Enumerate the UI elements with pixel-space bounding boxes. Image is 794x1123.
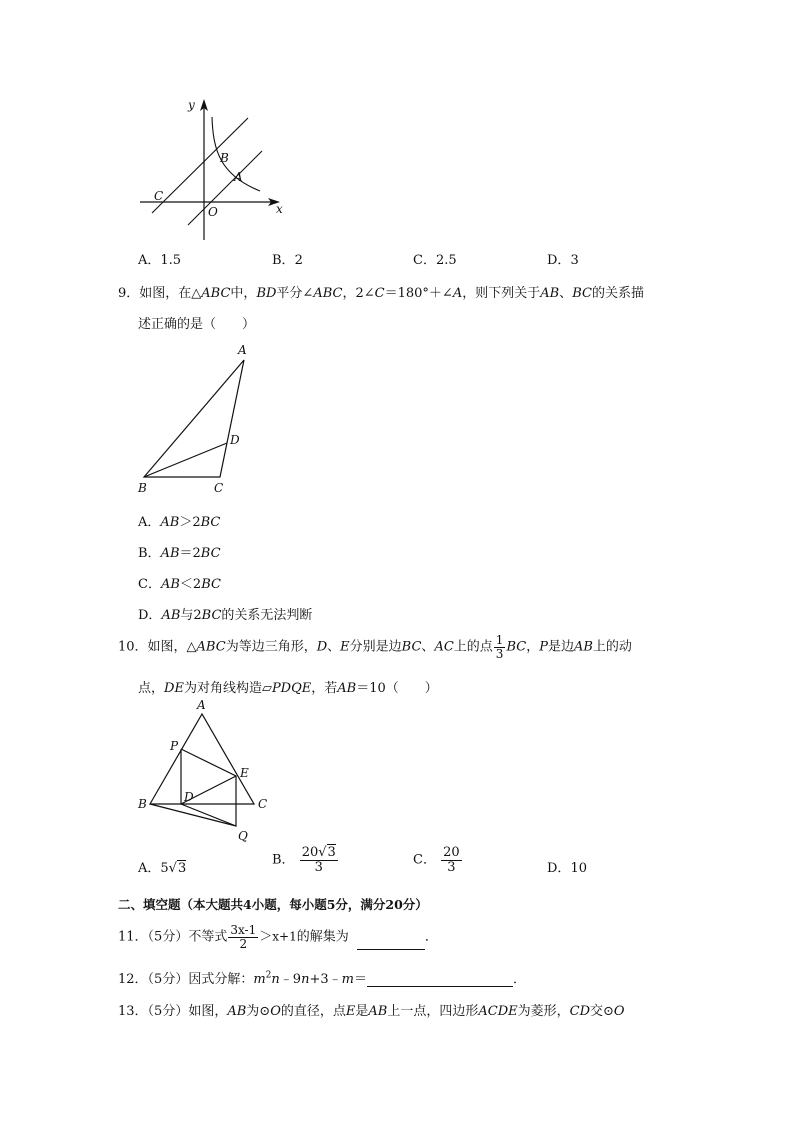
q9-option-var: AB <box>161 608 181 623</box>
q12-var: m <box>253 972 266 987</box>
q10-text: 点， <box>138 681 165 696</box>
q9-option-var: AB <box>160 577 180 592</box>
q8-option-c-key: C． <box>413 253 436 268</box>
q10-option-b-num-radicand: 3 <box>327 845 336 860</box>
q9-var: AB <box>540 286 560 301</box>
q12-end: ． <box>512 972 526 987</box>
q10-text: 上的点 <box>453 639 493 655</box>
q9-option-op: ＜2 <box>179 577 202 592</box>
q11-text: 不等式 <box>188 929 228 945</box>
q10-label-b: B <box>138 797 147 811</box>
q10-label-e: E <box>240 766 249 780</box>
q10-stem-line2 <box>138 677 438 696</box>
q10-label-p: P <box>170 739 179 753</box>
q10-var: BC <box>506 639 527 655</box>
q10-fraction <box>494 634 506 660</box>
q12-points: （5分） <box>147 972 189 987</box>
q8-option-c-value: 2.5 <box>435 253 457 268</box>
q8-option-a <box>138 249 181 268</box>
q10-option-d-value: 10 <box>570 861 587 876</box>
q9-text: ，则下列关于 <box>462 286 541 301</box>
q9-option-key: A． <box>138 515 161 530</box>
q10-text: ， <box>526 639 540 655</box>
q9-var: C <box>374 286 385 301</box>
q9-label-a: A <box>238 343 247 357</box>
q9-label-d: D <box>230 433 240 447</box>
q10-text: ，若 <box>311 681 338 696</box>
q13-text: 如图， <box>188 1004 228 1019</box>
q13-line <box>118 1000 625 1019</box>
q10-option-a: A．5√3 <box>138 861 187 876</box>
q10-number: 10． <box>118 639 148 655</box>
q9-option-op: ＞2 <box>179 515 201 530</box>
q10-option-b <box>272 846 339 874</box>
q9-option-key: D． <box>138 608 162 623</box>
q11-line <box>118 924 438 950</box>
q10-var: D <box>316 639 328 655</box>
q8-option-a-key: A． <box>138 253 161 268</box>
section2-title: 二、填空题（本大题共4小题，每小题5分，满分20分） <box>118 897 428 912</box>
q8-label-o: O <box>208 205 218 219</box>
q11-fraction-num: 3x-1 <box>230 923 257 937</box>
q9-option-op: ＝2 <box>179 546 201 561</box>
q11-text: 的解集为 <box>296 929 349 945</box>
q12-text: 因式分解： <box>188 972 254 987</box>
q9-option-key: B． <box>138 546 161 561</box>
q10-option-b-num-coef: 20 <box>301 845 319 860</box>
q10-text: 、 <box>421 639 435 655</box>
q12-text: ﹣9 <box>279 972 302 987</box>
q10-option-d <box>547 857 587 876</box>
q13-text: 上一点，四边形 <box>387 1004 479 1019</box>
q9-option-var: BC <box>200 546 221 561</box>
q9-option-var: BC <box>201 608 222 623</box>
q10-option-b-numerator: 20√3 <box>301 845 336 860</box>
q9-option-var: AB <box>160 546 180 561</box>
q10-option-a-key: A． <box>138 861 161 876</box>
q10-segment-bq <box>150 804 236 826</box>
q10-var: E <box>340 639 350 655</box>
q9-text: 、 <box>559 286 573 301</box>
q9-text: ＝180°＋∠ <box>384 286 453 301</box>
q12-number: 12． <box>118 972 148 987</box>
q8-label-b: B <box>220 151 229 165</box>
q9-var: BC <box>572 286 592 301</box>
q13-var: AB <box>227 1004 247 1019</box>
q9-option-d <box>138 604 312 623</box>
q10-var: ABC <box>196 639 226 655</box>
q12-line <box>118 968 526 987</box>
q11-end: ． <box>424 929 438 945</box>
q10-text: 为对角线构造▱ <box>183 681 272 696</box>
q9-option-var: BC <box>201 577 221 592</box>
q9-number: 9． <box>118 286 140 301</box>
q13-text: 是 <box>355 1004 369 1019</box>
q10-text: 分别是边 <box>349 639 402 655</box>
q12-var: n <box>271 972 280 987</box>
q9-triangle-abc <box>144 360 244 477</box>
q10-text: 如图，△ <box>147 639 197 655</box>
q8-option-b <box>272 249 303 268</box>
q10-stem-line1 <box>118 634 632 660</box>
q11-op: ＞ <box>259 929 273 945</box>
q8-option-b-value: 2 <box>294 253 303 268</box>
q9-option-op: 与2 <box>180 608 202 623</box>
q13-number: 13． <box>118 1004 148 1019</box>
q9-triangle-figure <box>130 340 280 500</box>
q8-option-a-value: 1.5 <box>160 253 182 268</box>
q13-var: CD <box>569 1004 591 1019</box>
q8-label-a: A <box>234 170 243 184</box>
q9-segment-bd <box>144 443 227 477</box>
q9-option-text: 的关系无法判断 <box>221 608 313 623</box>
q9-text: 中， <box>230 286 257 301</box>
q11-number: 11． <box>118 929 148 945</box>
q11-answer-blank[interactable] <box>357 935 425 950</box>
q9-text: 平分∠ <box>276 286 314 301</box>
q12-var: n <box>301 972 310 987</box>
q12-var: m <box>341 972 354 987</box>
q9-text: ，2∠ <box>342 286 375 301</box>
q9-text: 如图，在△ <box>139 286 202 301</box>
q11-fraction <box>228 924 258 950</box>
q10-text: 是边 <box>547 639 574 655</box>
q12-answer-blank[interactable] <box>367 972 513 987</box>
q10-option-b-fraction <box>300 846 338 874</box>
q13-var: AB <box>368 1004 388 1019</box>
q10-var: DE <box>164 681 184 696</box>
q10-fraction-num: 1 <box>495 633 504 647</box>
q10-label-c: C <box>258 797 268 811</box>
q10-option-c <box>413 846 463 874</box>
q9-label-c: C <box>214 481 224 495</box>
q10-var: P <box>539 639 548 655</box>
q10-option-c-key: C． <box>413 852 436 868</box>
q10-text: ＝10（ ） <box>356 681 438 696</box>
q8-option-d <box>547 249 579 268</box>
q10-triangle-figure <box>130 698 280 848</box>
q11-rhs: x+1 <box>272 929 297 944</box>
q9-var: ABC <box>313 286 343 301</box>
q8-label-c: C <box>154 189 164 203</box>
q8-graph-figure <box>130 95 300 245</box>
q9-label-b: B <box>138 481 147 495</box>
q9-option-b <box>138 542 221 561</box>
q10-option-d-key: D． <box>547 861 571 876</box>
q9-stem-line2: 述正确的是（ ） <box>138 317 256 332</box>
q10-var: AB <box>337 681 357 696</box>
q10-var: PDQE <box>271 681 312 696</box>
q10-var: AC <box>434 639 454 655</box>
q10-var: BC <box>401 639 422 655</box>
q13-var: E <box>345 1004 356 1019</box>
q9-option-c <box>138 573 221 592</box>
q10-fraction-den: 3 <box>495 646 504 661</box>
q8-label-y: y <box>188 98 195 112</box>
q12-eq: ＝ <box>353 972 367 987</box>
q10-text: 为等边三角形， <box>225 639 317 655</box>
q8-option-d-value: 3 <box>570 253 579 268</box>
q13-text: 的直径，点 <box>280 1004 346 1019</box>
q10-text: 、 <box>327 639 341 655</box>
q13-var: ACDE <box>478 1004 518 1019</box>
q9-var: ABC <box>201 286 231 301</box>
q9-option-key: C． <box>138 577 161 592</box>
q10-option-a-radicand: 3 <box>177 861 187 876</box>
q11-fraction-den: 2 <box>239 936 248 951</box>
q10-option-c-numerator: 20 <box>443 845 460 860</box>
q10-option-c-denominator: 3 <box>447 859 456 875</box>
q8-label-x: x <box>276 202 283 216</box>
q8-option-d-key: D． <box>547 253 571 268</box>
q9-text: 的关系描 <box>591 286 644 301</box>
q10-var: AB <box>573 639 593 655</box>
q13-text: 为菱形， <box>517 1004 570 1019</box>
q10-label-d: D <box>184 790 194 804</box>
q9-stem-line1 <box>118 282 644 301</box>
q11-points: （5分） <box>147 929 189 945</box>
q13-text: 交⊙ <box>590 1004 614 1019</box>
q9-option-a <box>138 511 220 530</box>
q8-option-c <box>413 249 457 268</box>
q8-option-b-key: B． <box>272 253 295 268</box>
q8-line-upper <box>152 118 248 213</box>
q10-label-q: Q <box>238 829 248 843</box>
q13-points: （5分） <box>147 1004 189 1019</box>
q10-option-b-key: B． <box>272 852 295 868</box>
q10-option-a-coef: 5 <box>160 861 169 876</box>
q9-var: BD <box>256 286 277 301</box>
q13-text: 为⊙ <box>246 1004 271 1019</box>
q12-exponent: 2 <box>265 970 272 981</box>
q9-option-var: BC <box>200 515 221 530</box>
q13-var: O <box>613 1004 625 1019</box>
q12-text: +3﹣ <box>309 972 342 987</box>
q9-option-var: AB <box>160 515 180 530</box>
q9-var: A <box>452 286 463 301</box>
q10-text: 上的动 <box>592 639 632 655</box>
q10-option-c-fraction <box>441 846 462 874</box>
q10-option-b-denominator: 3 <box>314 859 323 875</box>
q10-label-a: A <box>197 698 206 712</box>
q13-var: O <box>270 1004 281 1019</box>
